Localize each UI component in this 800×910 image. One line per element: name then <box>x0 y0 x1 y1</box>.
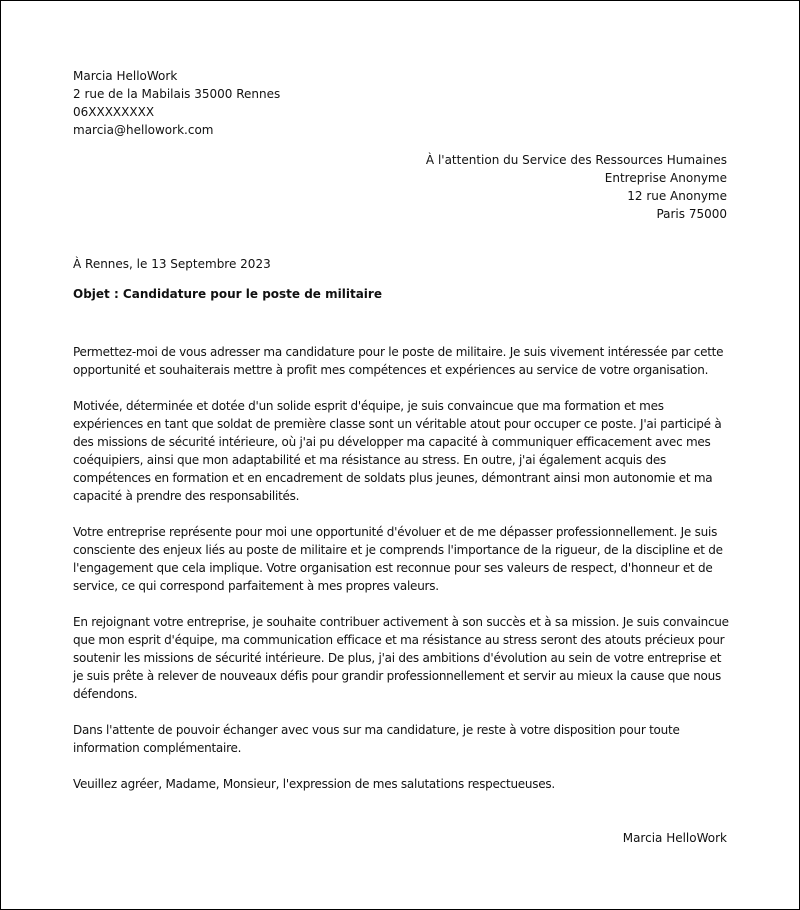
recipient-street: 12 rue Anonyme <box>627 189 727 203</box>
body-paragraph-availability: Dans l'attente de pouvoir échanger avec vous sur ma candidature, je reste à votre disposition pour toute information complémentaire. <box>73 723 680 755</box>
recipient-city: Paris 75000 <box>656 207 727 221</box>
signature: Marcia HelloWork <box>622 831 727 845</box>
body-paragraph-experience: Motivée, déterminée et dotée d'un solide esprit d'équipe, je suis convaincue que ma formation et mes expériences en tant que soldat de première classe sont un véritable atout pour occuper ce poste. J'ai participé à des missions de sécurité intérieure, où j'ai pu développer ma capacité à communiquer efficacement avec mes coéquipiers, ainsi que mon adaptabilité et ma résistance au stress. En outre, j'ai également acquis des compétences en formation et en encadrement de soldats plus jeunes, démontrant ainsi mon autonomie et ma capacité à prendre des responsabilités. <box>73 399 722 503</box>
body-paragraph-contribution: En rejoignant votre entreprise, je souhaite contribuer activement à son succès et à sa mission. Je suis convaincue que mon esprit d'équipe, ma communication efficace et ma résistance au stress seront des atouts précieux pour soutenir les missions de sécurité intérieure. De plus, j'ai des ambitions d'évolution au sein de votre entreprise et je suis prête à relever de nouveaux défis pour grandir professionnellement et servir au mieux la cause que nous défendons. <box>73 615 729 701</box>
sender-address: 2 rue de la Mabilais 35000 Rennes <box>73 87 281 101</box>
sender-email: marcia@hellowork.com <box>73 123 214 137</box>
letter-body <box>73 343 733 811</box>
recipient-block <box>426 151 727 223</box>
recipient-company: Entreprise Anonyme <box>604 171 727 185</box>
body-paragraph-intro: Permettez-moi de vous adresser ma candidature pour le poste de militaire. Je suis vivement intéressée par cette opportunité et souhaiterais mettre à profit mes compétences et expériences au service de votre organisation. <box>73 345 724 377</box>
letter-date: À Rennes, le 13 Septembre 2023 <box>73 257 271 271</box>
recipient-attention: À l'attention du Service des Ressources Humaines <box>425 153 727 167</box>
sender-block <box>73 67 280 139</box>
body-paragraph-company: Votre entreprise représente pour moi une opportunité d'évoluer et de me dépasser professionnellement. Je suis consciente des enjeux liés au poste de militaire et je comprends l'importance de la rigueur, de la discipline et de l'engagement que cela implique. Votre organisation est reconnue pour ses valeurs de respect, d'honneur et de service, ce qui correspond parfaitement à mes propres valeurs. <box>73 525 723 593</box>
sender-name: Marcia HelloWork <box>73 69 178 83</box>
sender-phone: 06XXXXXXXX <box>73 105 155 119</box>
body-paragraph-closing: Veuillez agréer, Madame, Monsieur, l'expression de mes salutations respectueuses. <box>73 777 555 791</box>
letter-subject: Objet : Candidature pour le poste de militaire <box>73 287 382 301</box>
